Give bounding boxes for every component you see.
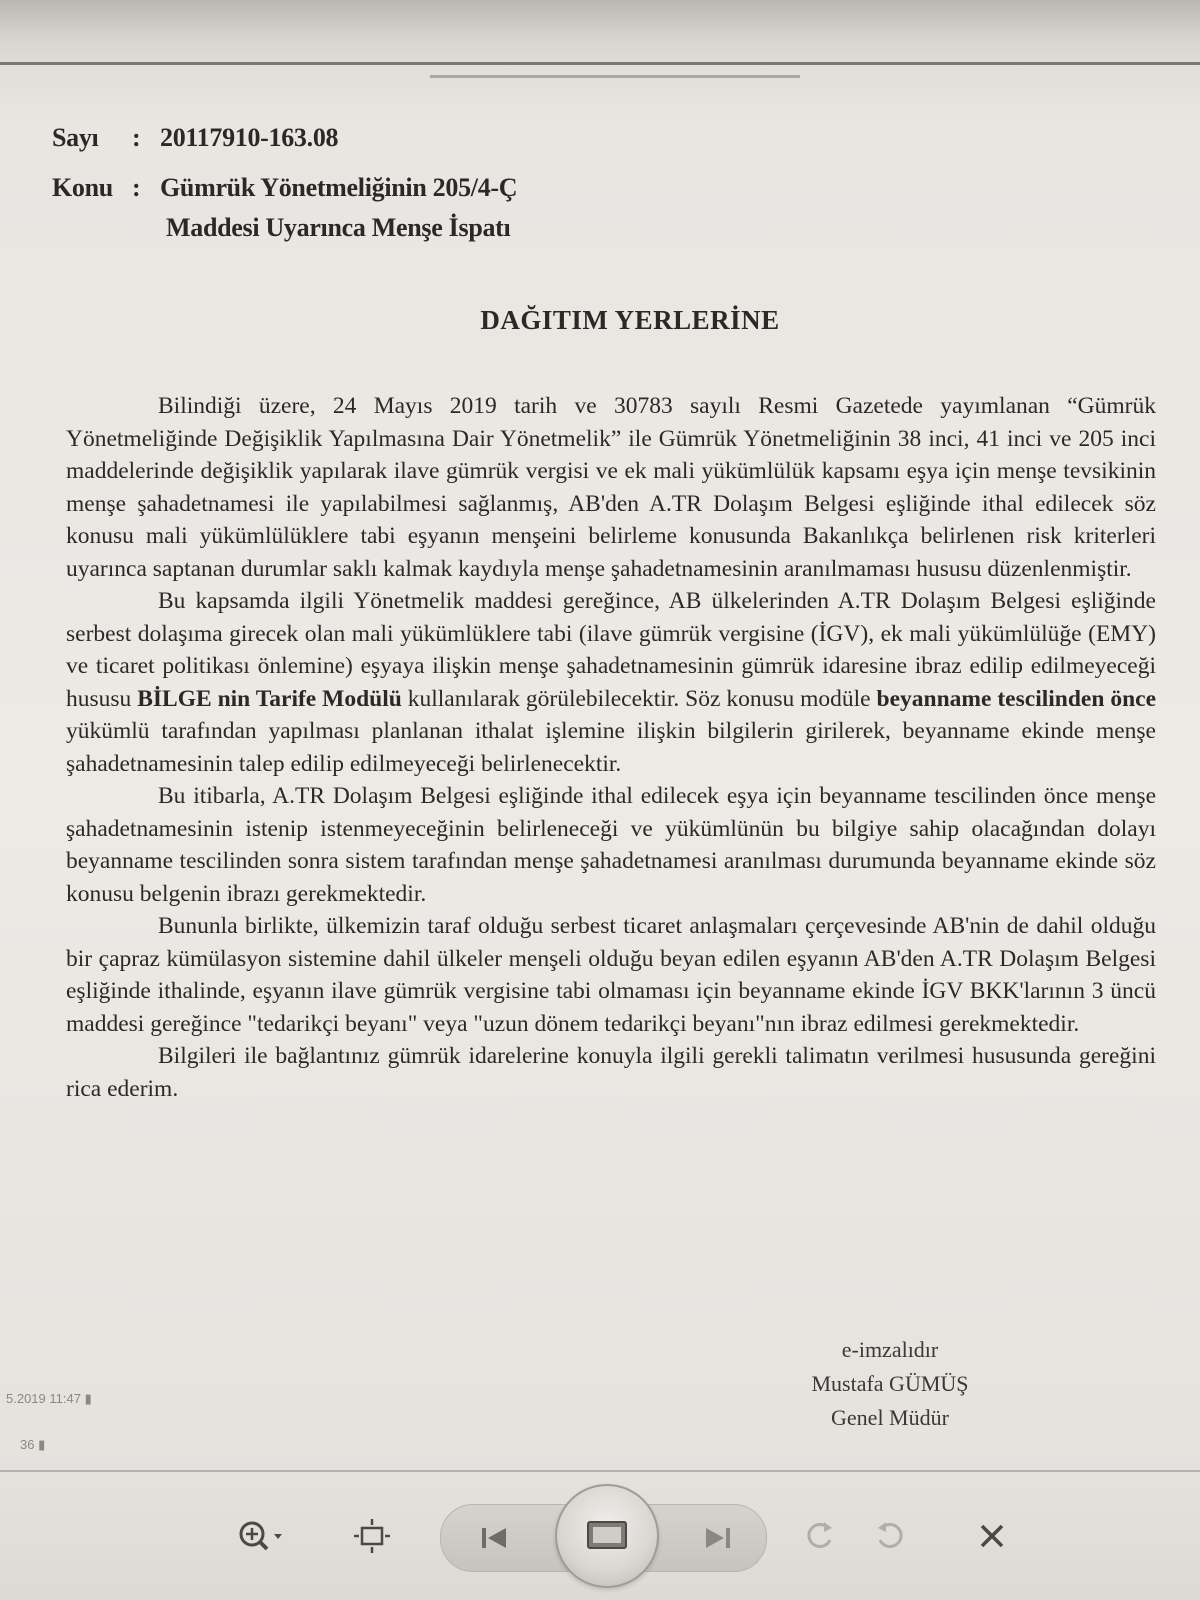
paragraph-3: Bu itibarla, A.TR Dolaşım Belgesi eşliğinde ithal edilecek eşya için beyanname tescilinden önce menşe şahadetnamesinin istenip istenmeyeceğinin belirleneceği ve yükümlünün bu bilgiye sahip olacağından dolayı beyanname tescilinden sonra sistem tarafından menşe şahadetnamesi aranılması durumunda beyanname ekinde söz konusu belgenin ibrazı gerekmektedir. <box>66 783 1156 907</box>
signature-title: Genel Müdür <box>831 1405 949 1430</box>
slideshow-icon <box>583 1516 631 1556</box>
paragraph-2-bold-bilge: BİLGE nin Tarife Modülü <box>137 685 402 712</box>
sayi-separator: : <box>132 123 141 152</box>
document-page <box>0 65 1200 1470</box>
rotate-left-icon[interactable] <box>800 1516 840 1556</box>
previous-icon[interactable] <box>470 1516 526 1560</box>
viewer-toolbar <box>0 1472 1200 1600</box>
close-icon[interactable] <box>970 1514 1014 1558</box>
paragraph-2-part-a: Bu kapsamda ilgili Yönetmelik maddesi gereğince, AB ülkelerinden A.TR Dolaşım Belgesi eşliğinde serbest dolaşıma girecek olan mali yükümlüklere tabi (ilave gümrük vergisine (İGV), ek mali yükümlülüğe (EMY) ve ticaret politikası önlemine) eşyaya ilişkin menşe şahadetnamesinin gümrük idaresine ibraz edilip edilmeyeceği hususu <box>66 588 1156 712</box>
next-icon[interactable] <box>686 1516 742 1560</box>
konu-row-2 <box>166 213 510 243</box>
konu-row <box>52 173 517 203</box>
paragraph-1: Bilindiği üzere, 24 Mayıs 2019 tarih ve 30783 sayılı Resmi Gazetede yayımlanan “Gümrük Yönetmeliğinde Değişiklik Yapılmasına Dair Yönetmelik” ile Gümrük Yönetmeliğinin 38 inci, 41 inci ve 205 inci maddelerinde değişiklik yapılarak ilave gümrük vergisi ve ek mali yükümlülük kapsamı eşya için menşe tevsikinin menşe şahadetnamesi ile yapılabilmesi sağlanmış, AB'den A.TR Dolaşım Belgesi eşliğinde ithal edilecek söz konusu mali yükümlülüklere tabi eşyanın menşeini belirleme konusunda Bakanlıkça belirlenen risk kriterleri uyarınca saptanan durumlar saklı kalmak kaydıyla menşe şahadetnamesinin aranılmaması hususu düzenlenmiştir. <box>66 393 1156 582</box>
paragraph-2-part-c: kullanılarak görülebilecektir. Söz konusu modüle <box>407 685 871 712</box>
paragraph-5: Bilgileri ile bağlantınız gümrük idarelerine konuyla ilgili gerekli talimatın verilmesi hususunda gereğini rica ederim. <box>66 1043 1156 1102</box>
document-heading: DAĞITIM YERLERİNE <box>480 305 780 335</box>
signature-note: e-imzalıdır <box>841 1337 939 1362</box>
window-top-edge <box>0 0 1200 62</box>
rotate-right-icon[interactable] <box>870 1516 910 1556</box>
konu-line-2: Maddesi Uyarınca Menşe İspatı <box>166 213 511 242</box>
sayi-value: 20117910-163.08 <box>160 123 339 152</box>
konu-line-1: Gümrük Yönetmeliğinin 205/4-Ç <box>160 173 518 202</box>
paragraph-2 <box>66 585 1156 780</box>
zoom-icon[interactable] <box>232 1514 292 1558</box>
sayi-label: Sayı <box>52 123 99 152</box>
paragraph-2-part-e: yükümlü tarafından yapılması planlanan ithalat işlemine ilişkin bilgilerin girilerek, beyanname ekinde menşe şahadetnamesinin talep edilip edilmeyeceği belirlenecektir. <box>66 718 1156 777</box>
konu-label: Konu <box>52 173 113 202</box>
side-timestamp: 5.2019 11:47 ▮ <box>6 1391 92 1406</box>
signature-block <box>790 1333 990 1435</box>
sayi-row <box>52 123 338 153</box>
paragraph-4: Bununla birlikte, ülkemizin taraf olduğu serbest ticaret anlaşmaları çerçevesinde AB'nin de dahil olduğu bir çapraz kümülasyon sistemine dahil ülkeler menşeli olduğu beyan edilen eşyanın AB'den A.TR Dolaşım Belgesi eşliğinde ithalinde, eşyanın ilave gümrük vergisine tabi olmaması için beyanname ekinde İGV BKK'larının 3 üncü maddesi gereğince "tedarikçi beyanı" veya "uzun dönem tedarikçi beyanı"nın ibraz edilmesi gerekmektedir. <box>66 913 1156 1037</box>
document-body <box>66 390 1156 1105</box>
fit-page-icon[interactable] <box>350 1514 394 1558</box>
konu-separator: : <box>132 173 141 202</box>
signature-name: Mustafa GÜMÜŞ <box>811 1371 969 1396</box>
slideshow-button[interactable] <box>555 1484 659 1588</box>
paragraph-2-bold-tescil: beyanname tescilinden önce <box>876 685 1157 712</box>
side-stamp-number: 36 ▮ <box>20 1437 46 1452</box>
